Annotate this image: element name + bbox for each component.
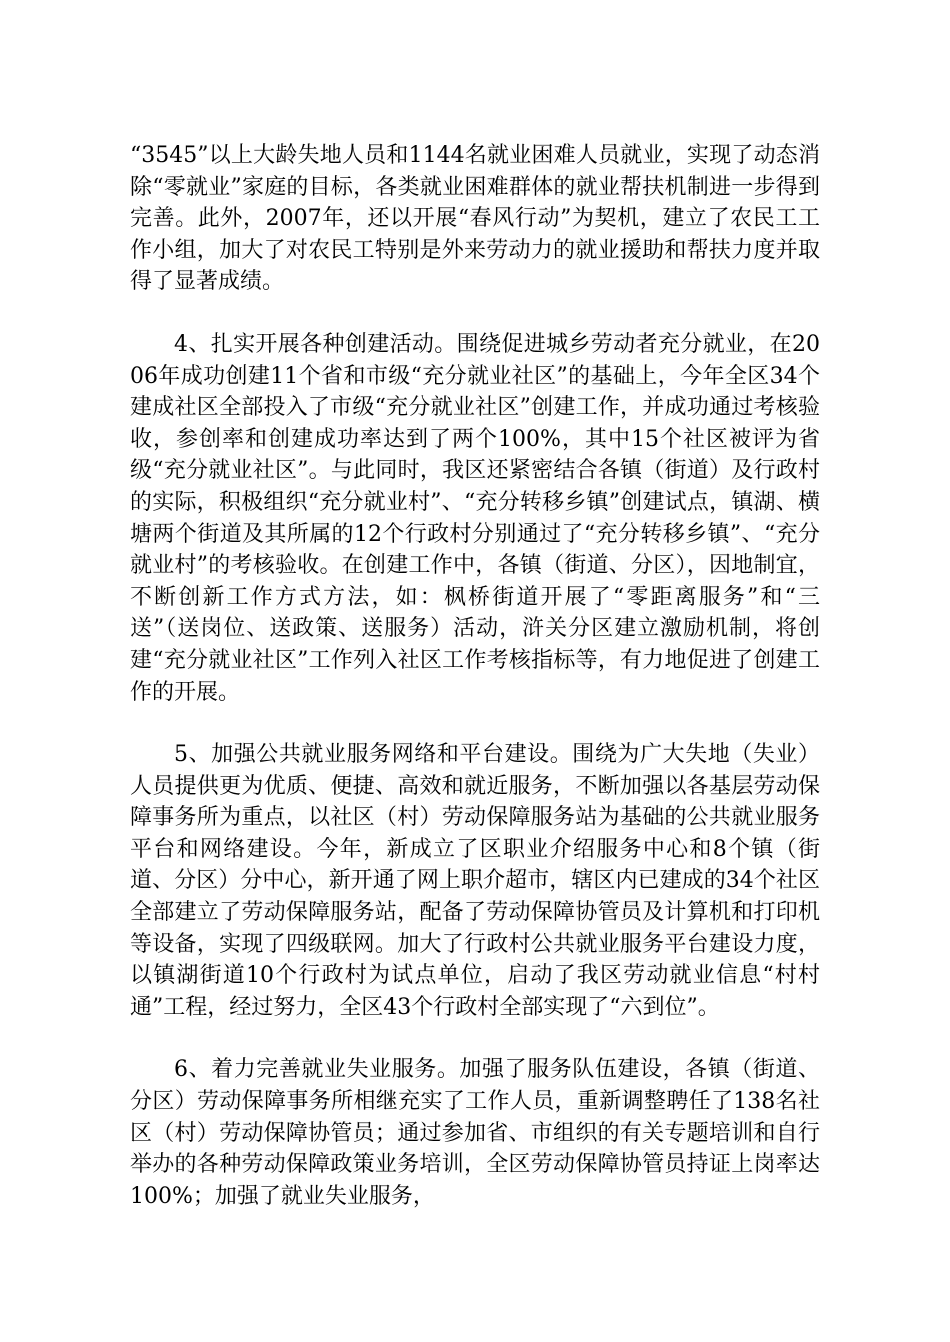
paragraph-item-5: 5、加强公共就业服务网络和平台建设。围绕为广大失地（失业）人员提供更为优质、便捷、高效和就近服务，不断加强以各基层劳动保障事务所为重点，以社区（村）劳动保障服务站为基础的公共就业服务平台和网络建设。今年，新成立了区职业介绍服务中心和8个镇（街道、分区）分中心，新开通了网上职介超市，辖区内已建成的34个社区全部建立了劳动保障服务站，配备了劳动保障协管员及计算机和打印机等设备，实现了四级联网。加大了行政村公共就业服务平台建设力度，以镇湖街道10个行政村为试点单位，启动了我区劳动就业信息“村村通”工程，经过努力，全区43个行政村全部实现了“六到位”。: [130, 742, 820, 1020]
paragraph-item-4: 4、扎实开展各种创建活动。围绕促进城乡劳动者充分就业，在2006年成功创建11个省和市级“充分就业社区”的基础上，今年全区34个建成社区全部投入了市级“充分就业社区”创建工作，并成功通过考核验收，参创率和创建成功率达到了两个100%，其中15个社区被评为省级“充分就业社区”。与此同时，我区还紧密结合各镇（街道）及行政村的实际，积极组织“充分就业村”、“充分转移乡镇”创建试点，镇湖、横塘两个街道及其所属的12个行政村分别通过了“充分转移乡镇”、“充分就业村”的考核验收。在创建工作中，各镇（街道、分区），因地制宜，不断创新工作方式方法，如：枫桥街道开展了“零距离服务”和“三送”（送岗位、送政策、送服务）活动，浒关分区建立激励机制，将创建“充分就业社区”工作列入社区工作考核指标等，有力地促进了创建工作的开展。: [130, 331, 820, 705]
paragraph-continuation: “3545”以上大龄失地人员和1144名就业困难人员就业，实现了动态消除“零就业”家庭的目标，各类就业困难群体的就业帮扶机制进一步得到完善。此外，2007年，还以开展“春风行动”为契机，建立了农民工工作小组，加大了对农民工特别是外来劳动力的就业援助和帮扶力度并取得了显著成绩。: [130, 143, 820, 295]
document-page: [130, 140, 820, 1243]
paragraph-item-6: 6、着力完善就业失业服务。加强了服务队伍建设，各镇（街道、分区）劳动保障事务所相继充实了工作人员，重新调整聘任了138名社区（村）劳动保障协管员；通过参加省、市组织的有关专题培训和自行举办的各种劳动保障政策业务培训，全区劳动保障协管员持证上岗率达100%；加强了就业失业服务，: [130, 1057, 820, 1209]
